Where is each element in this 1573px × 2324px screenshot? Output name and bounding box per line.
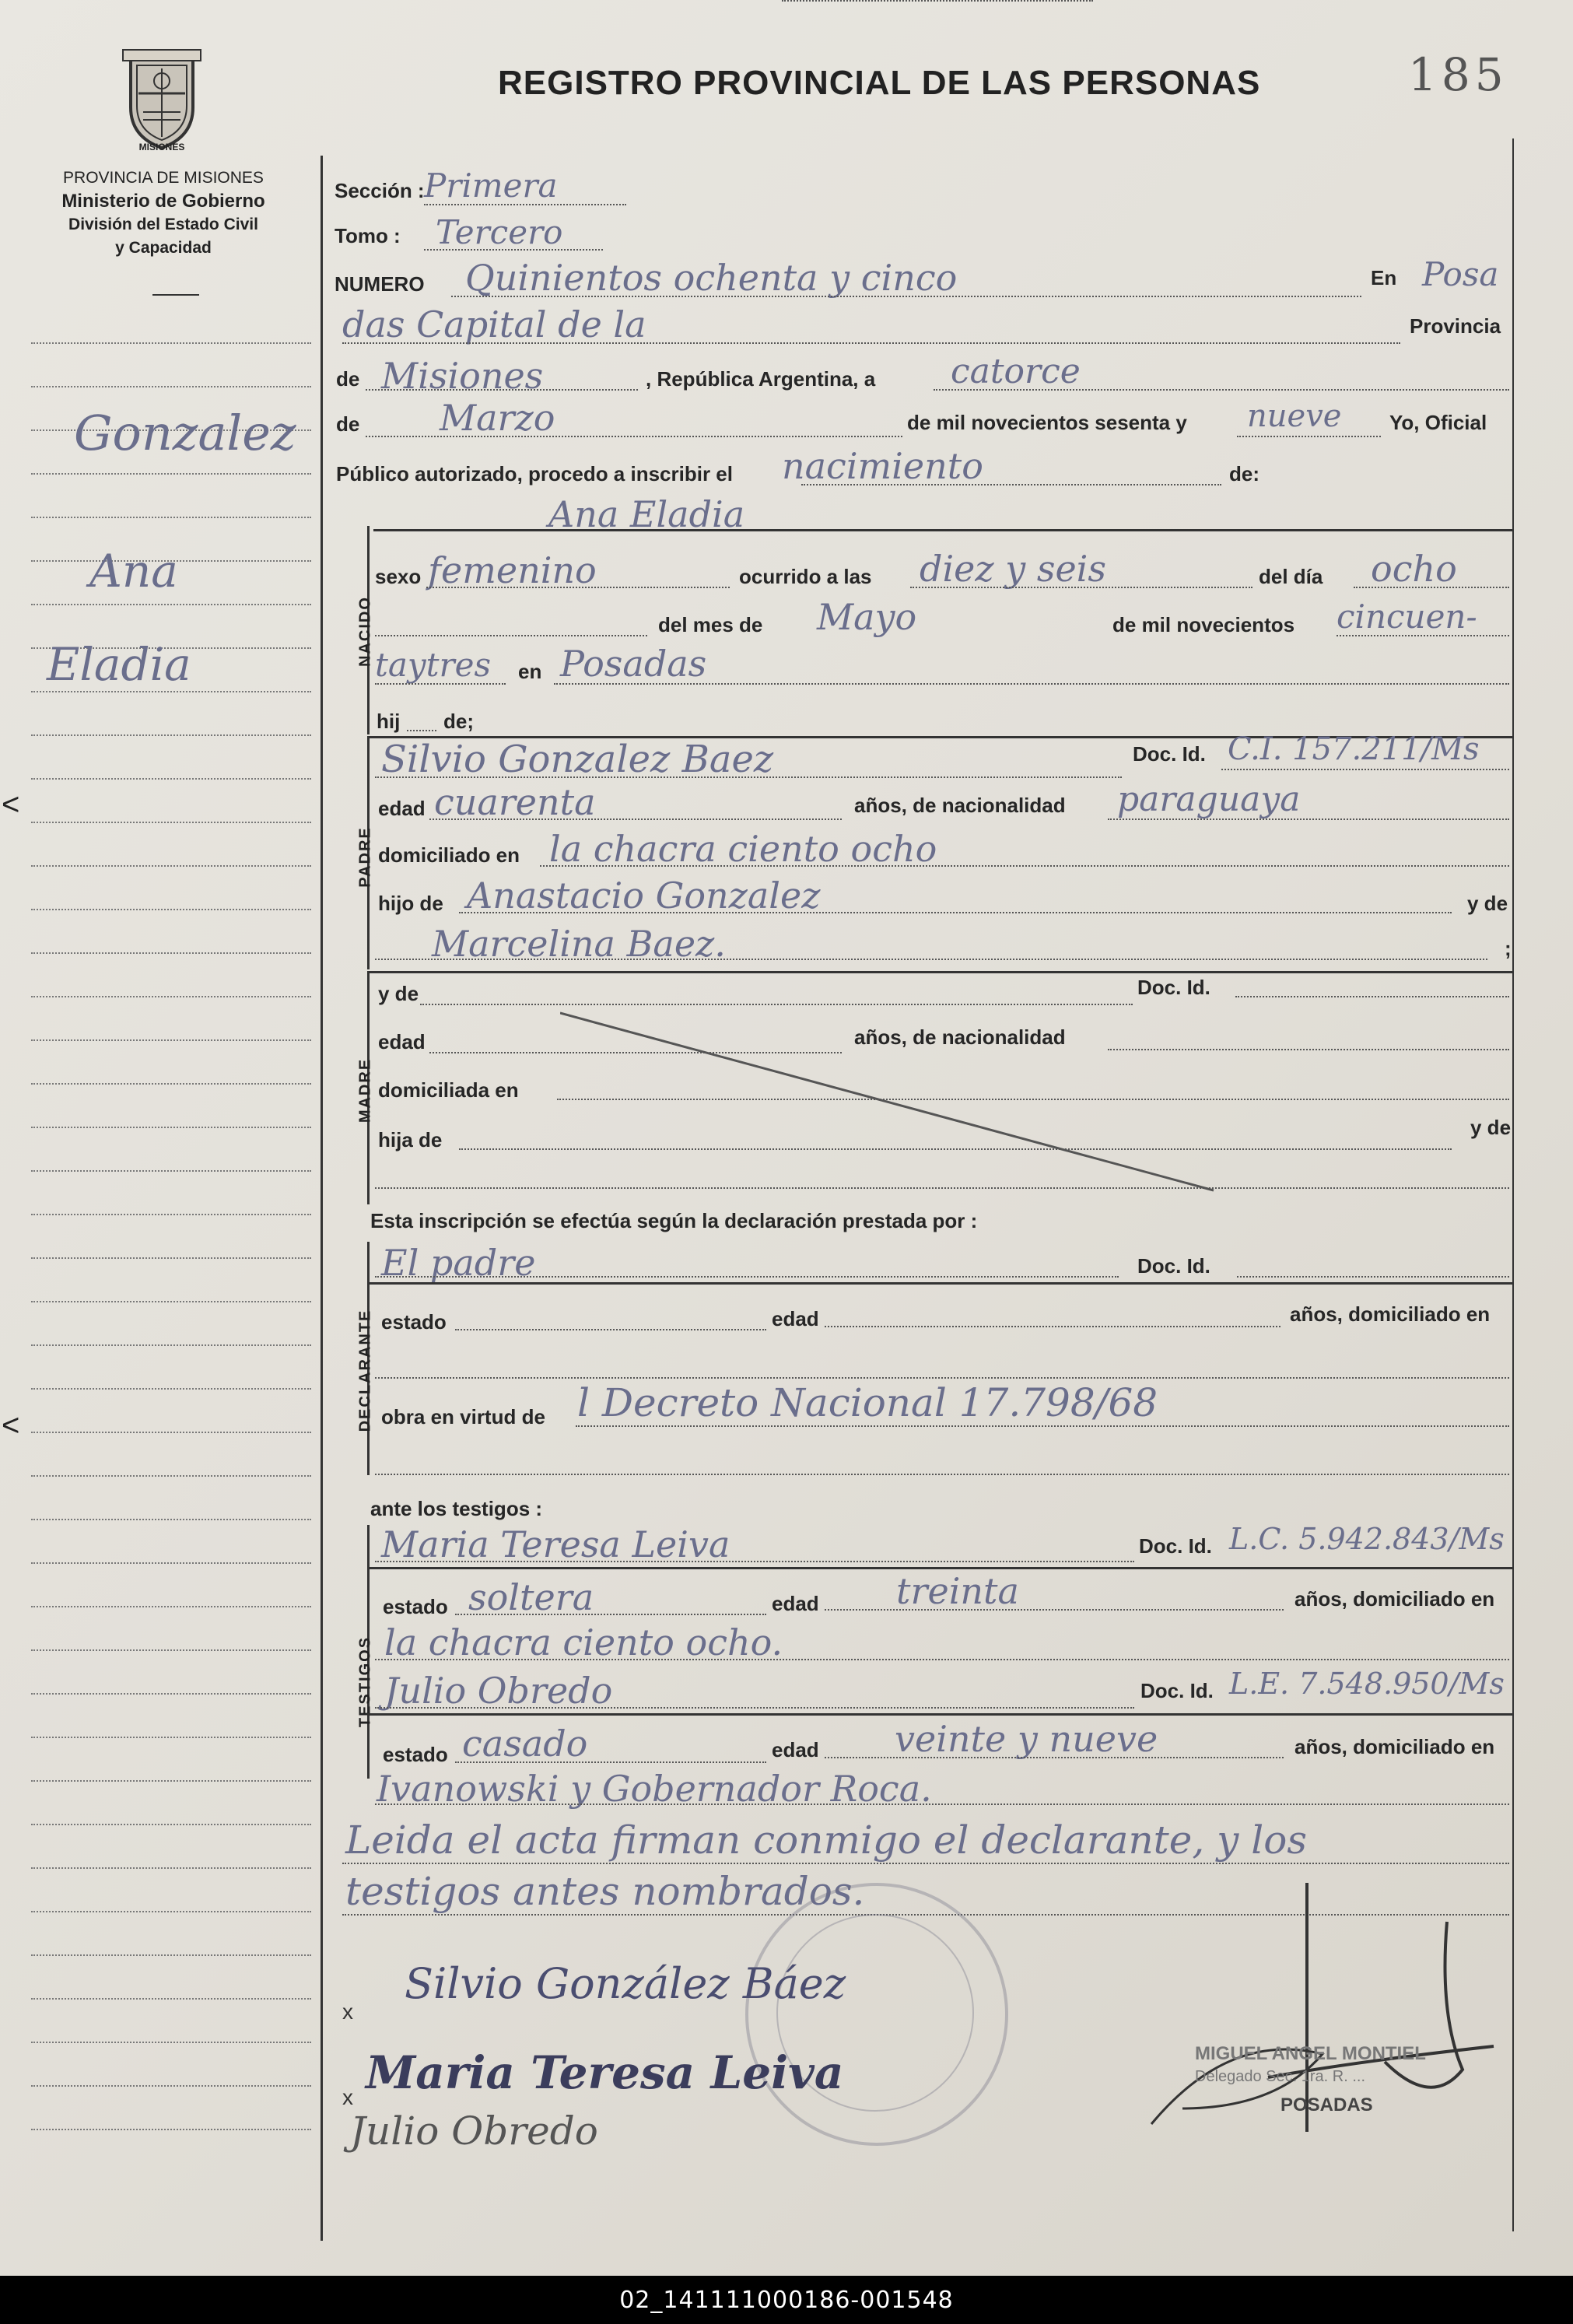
padre-y-de-label: y de (1467, 892, 1508, 915)
padre-anos-nac-label: años, de nacionalidad (854, 794, 1066, 817)
padre-semicolon: ; (1505, 937, 1512, 960)
w1-doc-value: L.C. 5.942.843/Ms (1229, 1522, 1505, 1556)
w2-anos-dom-label: años, domiciliado en (1294, 1735, 1495, 1758)
org-ministry: Ministerio de Gobierno (61, 191, 265, 212)
signature-x-mark-2: x (342, 2085, 353, 2109)
testigos-side-label: TESTIGOS (356, 1635, 374, 1728)
w2-doc-label: Doc. Id. (1140, 1679, 1214, 1702)
padre-doc-label: Doc. Id. (1133, 742, 1206, 766)
sexo-label: sexo (375, 565, 422, 588)
padre-doc-value: C.I. 157.211/Ms (1228, 731, 1480, 767)
publico-label: Público autorizado, procedo a inscribir el (336, 462, 733, 485)
w1-name-value: Maria Teresa Leiva (381, 1523, 730, 1565)
de-label: de (336, 367, 360, 391)
provincial-emblem-icon (115, 45, 208, 154)
binder-clip-icon: < (2, 787, 20, 822)
sexo-value: femenino (428, 549, 597, 591)
republica-label: , República Argentina, a (646, 367, 876, 391)
declarante-estado-label: estado (381, 1310, 447, 1334)
madre-y-de-end-label: y de (1470, 1116, 1512, 1139)
w2-name-value: Julio Obredo (384, 1670, 613, 1712)
margin-surname: Gonzalez (74, 405, 296, 461)
closing-line-2: testigos antes nombrados. (345, 1869, 865, 1914)
w2-domicilio-value: Ivanowski y Gobernador Roca. (377, 1768, 932, 1810)
hij-de-label: de; (443, 710, 474, 733)
right-border (1512, 138, 1514, 2231)
madre-edad-label: edad (378, 1030, 426, 1053)
org-capacity: y Capacidad (115, 239, 212, 257)
w2-doc-value: L.E. 7.548.950/Ms (1229, 1667, 1505, 1701)
mil-label: de mil novecientos (1112, 613, 1295, 636)
w1-anos-dom-label: años, domiciliado en (1294, 1587, 1495, 1611)
ocurrido-label: ocurrido a las (739, 565, 872, 588)
declarante-anos-dom-label: años, domiciliado en (1290, 1302, 1491, 1326)
declarante-obra-label: obra en virtud de (381, 1405, 545, 1428)
tomo-label: Tomo : (335, 224, 401, 247)
w2-edad-value: veinte y nueve (895, 1718, 1158, 1760)
province-value: Misiones (381, 355, 544, 397)
padre-side-label: PADRE (356, 826, 374, 888)
declarante-obra-value: l Decreto Nacional 17.798/68 (577, 1380, 1158, 1425)
de-colon-label: de: (1229, 462, 1259, 485)
page-title: REGISTRO PROVINCIAL DE LAS PERSONAS (498, 64, 1261, 102)
left-margin-rule (321, 156, 323, 2241)
closing-line-1: Leida el acta firman conmigo el declarante, y los (345, 1817, 1308, 1863)
binder-clip-icon-2: < (2, 1408, 20, 1442)
madre-domiciliada-label: domiciliada en (378, 1078, 519, 1102)
w1-edad-value: treinta (896, 1570, 1019, 1612)
w1-estado-value: soltera (468, 1576, 594, 1618)
declarante-edad-label: edad (772, 1307, 819, 1330)
year-value: nueve (1247, 398, 1342, 434)
act-value: nacimiento (782, 445, 983, 487)
de-label-2: de (336, 412, 360, 436)
registered-name: Ana Eladia (548, 493, 745, 535)
place-value: das Capital de la (342, 303, 646, 345)
madre-y-de-label: y de (378, 982, 419, 1005)
madre-hija-label: hija de (378, 1128, 443, 1151)
en-label: En (1371, 266, 1397, 289)
numero-label: NUMERO (335, 272, 425, 296)
madre-doc-label: Doc. Id. (1137, 976, 1210, 999)
del-mes-label: del mes de (658, 613, 763, 636)
w1-rule (367, 1567, 1512, 1569)
name-rule (373, 529, 1512, 531)
oficial-label: Yo, Oficial (1389, 411, 1487, 434)
margin-second-name: Eladia (47, 638, 191, 691)
image-id-bar (0, 2276, 1573, 2324)
w1-doc-label: Doc. Id. (1139, 1534, 1212, 1558)
place-of-birth-value: Posadas (560, 643, 707, 685)
w1-edad-label: edad (772, 1592, 819, 1615)
w2-rule (367, 1713, 1512, 1716)
padre-mother-value: Marcelina Baez. (432, 923, 726, 965)
signature-witness-2: Julio Obredo (350, 2108, 598, 2154)
madre-top-rule (367, 971, 1512, 973)
w2-estado-label: estado (383, 1743, 448, 1766)
w1-estado-label: estado (383, 1595, 448, 1618)
hour-value: diez y seis (920, 548, 1106, 590)
del-dia-label: del día (1259, 565, 1323, 588)
signature-declarant: Silvio González Báez (405, 1959, 846, 2008)
officer-title: Delegado Sec. 1ra. R. ... (1195, 2068, 1366, 2085)
month-value: Marzo (440, 397, 555, 439)
margin-first-name: Ana (89, 545, 178, 598)
padre-nacionalidad-value: paraguaya (1117, 780, 1301, 819)
nacido-side-label: NACIDO (356, 596, 374, 667)
w2-estado-value: casado (462, 1723, 588, 1765)
provincia-label: Provincia (1410, 314, 1501, 338)
en-value: Posa (1422, 255, 1499, 293)
seccion-value: Primera (424, 167, 558, 205)
cancellation-stroke (560, 1004, 1229, 1206)
signature-witness-1: Maria Teresa Leiva (366, 2046, 844, 2099)
padre-hijo-label: hijo de (378, 892, 443, 915)
padre-edad-label: edad (378, 797, 426, 820)
page-number: 185 (1408, 48, 1508, 101)
hij-label: hij (377, 710, 401, 733)
year-of-birth-value-2: taytres (375, 646, 492, 684)
org-underline (152, 294, 199, 296)
day-value: catorce (951, 352, 1081, 391)
tomo-value: Tercero (436, 213, 563, 251)
day-of-birth-value: ocho (1371, 548, 1457, 590)
declarante-rule (367, 1282, 1512, 1285)
madre-side-label: MADRE (356, 1057, 374, 1123)
emblem-text: MISIONES (138, 142, 185, 152)
w1-domicilio-value: la chacra ciento ocho. (384, 1621, 783, 1663)
declarante-intro: Esta inscripción se efectúa según la declaración prestada por : (370, 1209, 978, 1232)
declarante-doc-label: Doc. Id. (1137, 1254, 1210, 1278)
padre-domicilio-label: domiciliado en (378, 843, 520, 867)
org-province: PROVINCIA DE MISIONES (63, 169, 264, 187)
seccion-label: Sección : (335, 179, 425, 202)
numero-value: Quinientos ochenta y cinco (465, 257, 958, 299)
w2-edad-label: edad (772, 1738, 819, 1761)
father-name-value: Silvio Gonzalez Baez (381, 738, 774, 781)
padre-domicilio-value: la chacra ciento ocho (549, 828, 937, 870)
declarante-side-label: DECLARANTE (356, 1309, 374, 1432)
testigos-intro: ante los testigos : (370, 1497, 543, 1520)
officer-city: POSADAS (1280, 2094, 1373, 2115)
signature-x-mark: x (342, 2000, 353, 2024)
org-division: División del Estado Civil (68, 216, 258, 233)
year-prefix-label: de mil novecientos sesenta y (907, 411, 1187, 434)
padre-father-value: Anastacio Gonzalez (467, 875, 821, 917)
madre-anos-nac-label: años, de nacionalidad (854, 1025, 1066, 1049)
padre-edad-value: cuarenta (434, 781, 596, 823)
declarante-name-value: El padre (381, 1242, 536, 1284)
month-of-birth-value: Mayo (817, 596, 917, 638)
officer-name: MIGUEL ANGEL MONTIEL (1195, 2043, 1426, 2064)
image-id-label: 02_141111000186-001548 (619, 2286, 954, 2314)
en-place-label: en (518, 660, 542, 683)
year-of-birth-value-1: cincuen- (1337, 598, 1477, 636)
